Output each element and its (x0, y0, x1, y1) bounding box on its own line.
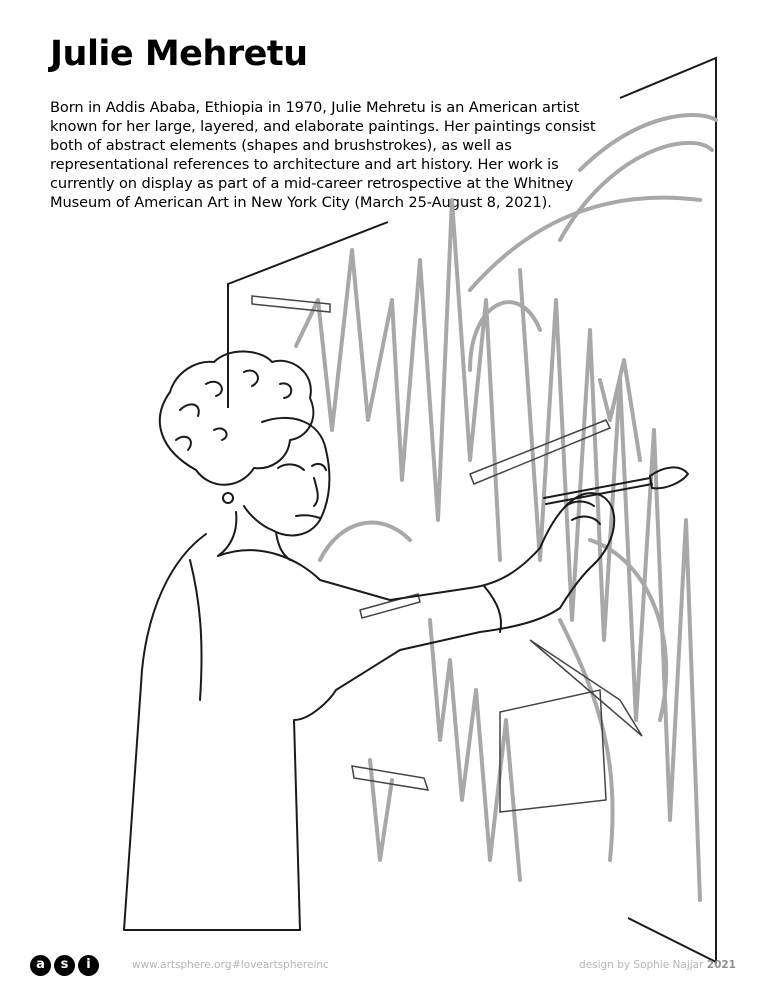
artist-bio: Born in Addis Ababa, Ethiopia in 1970, Julie Mehretu is an American artist known for her large, layered, and elaborate paintings. Her paintings consist both of abstract elements (shapes and brushstrokes), as well as representational references to architecture and art history. Her work is currently on display as part of a mid-career retrospective at the Whitney Museum of American Art in New York City (March 25-August 8, 2021). (50, 99, 596, 211)
logo-letter-s: s (54, 955, 75, 976)
credit-year: 2021 (706, 959, 736, 971)
credit-text: design by Sophie Najjar (579, 959, 704, 971)
footer (0, 955, 768, 985)
canvas-shapes (252, 296, 642, 812)
canvas-outline (228, 58, 716, 962)
hashtag: #loveartsphereinc (232, 959, 329, 971)
logo-letter-i: i (78, 955, 99, 976)
page-title: Julie Mehretu (50, 34, 308, 74)
logo-letter-a: a (30, 955, 51, 976)
website-link[interactable]: www.artsphere.org (132, 959, 232, 971)
artsphere-logo (30, 955, 99, 976)
design-credit (579, 959, 736, 971)
